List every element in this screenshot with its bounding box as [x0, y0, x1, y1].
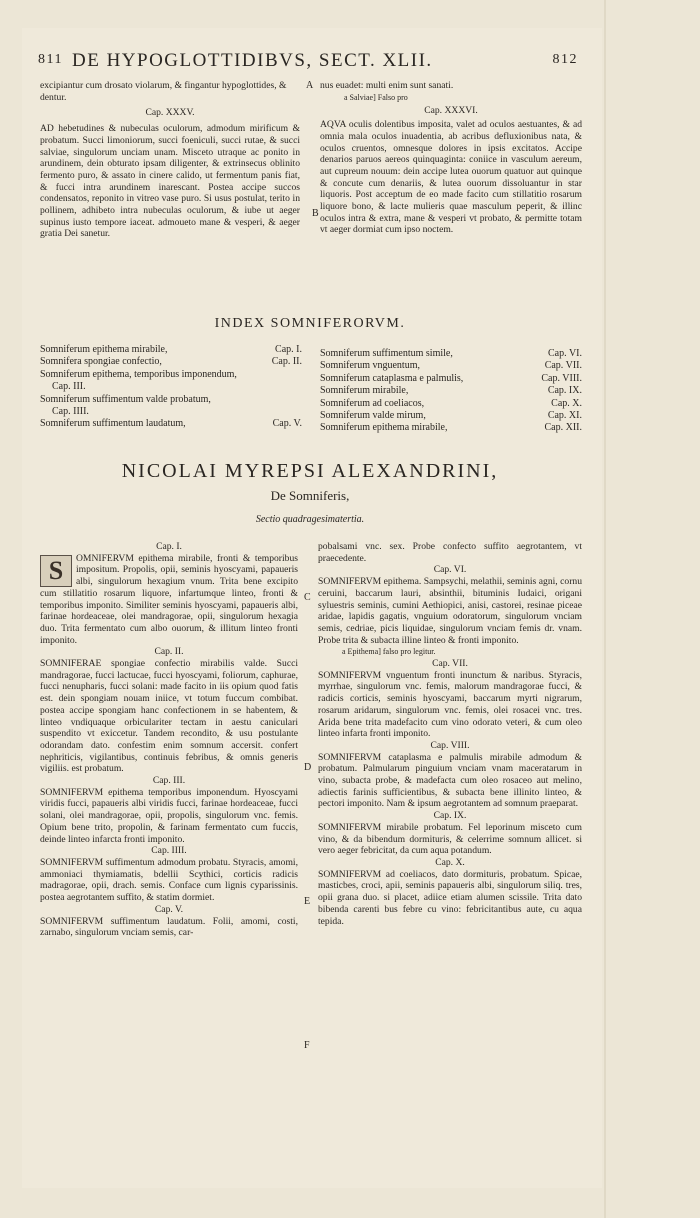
- page-number-right: 812: [552, 52, 578, 67]
- top-left-column: [40, 80, 300, 240]
- top-right-column: [320, 80, 582, 236]
- chapter-heading: Cap. VII.: [432, 658, 468, 670]
- paragraph: SOMNIFERVM mirabile probatum. Fel leporinum misceto cum vino, & da bibendum dormituris, & celerrime somnum allicet. si vero aeger febricitat, da cum aqua potandum.: [318, 821, 582, 857]
- continued-text: nus euadet: multi enim sunt sanati.: [320, 80, 454, 91]
- bottom-right-column: [318, 541, 582, 927]
- paragraph: SOMNIFERVM ad coeliacos, dato dormituris, probatum. Spicae, masticbes, croci, apii, seminis papaueris albi, singulorum siliq. tres, opii grana duo. si placet, adiice etiam alumen scissile. Trita dato bibenda carenti bus febre cu vino: febricitantibus aute, cu aqua tepida.: [318, 868, 582, 927]
- paragraph: SOMNIFERVM epithema. Sampsychi, melathii, seminis agni, cornu ceruini, baccarum lauri, absinthii, bituminis Iudaici, origani syluestris seminis, cumini Aethiopici, anisi, castorei, resinae piceae aridae, lapidis gagatis, vnguium odoratorum, singulorum vnciam semis, cedriae, picis liquidae, singulorum vnciam femis dr. vnam. Probe trita & subacta illine linteo & fronti imponito.: [318, 576, 582, 646]
- running-header: [38, 52, 578, 74]
- index-entry: Somniferum valde mirum, Cap. XI.: [320, 409, 582, 421]
- chapter-heading: Cap. X.: [435, 856, 465, 868]
- index-right-list: [320, 348, 582, 435]
- chapter-heading: Cap. I.: [156, 541, 182, 552]
- index-entry: Somniferum epithema mirabile, Cap. XII.: [320, 422, 582, 434]
- index-title: INDEX SOMNIFERORVM.: [214, 316, 406, 331]
- paragraph: SOMNIFERVM vnguentum fronti inunctum & naribus. Styracis, myrrhae, singulorum vnc. femis, malorum mandragorae fucci, & radicis corticis, seminis hyoscyami, baccarum myrti nigrarum, rosarum aridarum, singulorum vnc. femis, olei rosacei vnc. tres. Arida bene trita madefacito cum vino odorato veteri, & cum oleo linteo infarta fronti imponito.: [318, 669, 582, 740]
- section-title: NICOLAI MYREPSI ALEXANDRINI,: [121, 460, 499, 482]
- continued-text: pobalsami vnc. sex. Probe confecto suffito aegrotantem, vt praecedente.: [318, 541, 582, 564]
- intro-text: excipiantur cum drosato violarum, & fingantur hypoglottides, & dentur.: [40, 80, 287, 103]
- paragraph: SOMNIFERAE spongiae confectio mirabilis valde. Succi mandragorae, fucci lactucae, fucci hyoscyami, foliorum, caphurae, fucci nenupharis, fucci solani: made facito in iis opium quod fatis est. dein spongiam nouam iniice, vt totum fuccum combibat. postea accipe spongiam hanc confectionem in se habentem, & linteo vndiquaque orbiculariter tectam in aestu caniculari suspendito vt exiccetur. Tandem recondito, & usu postulante odorandam dato. confestim enim somnum accersit. confert nephriticis, vigilantibus, continuis febribus, & omnis generis vigiliis. est probatum.: [40, 658, 298, 775]
- paragraph: AQVA oculis dolentibus imposita, valet ad oculos aestuantes, & ad omnia mala oculos inuadentia, ab acribus defluxionibus nata, & oculos cruentos, omnesque dolores in ipsis excitatos. Accipe denarios paruos aereos quinquaginta: coniice in vasculum aereum, aut cupreum nouum: dein accipe lutea ouorum quatuor aut quinque & concute cum denariis, & lutea ouorum dissoluantur in star liquoris. Post acceptum de eo made facito cum stillatitio rosarum liquore bono, & lacte mulieris quae masculum peperit, & illinc oculos intra & extra, mane & vesperi vt probato, & permitte totam vt aeger dormiat cum ipso noctem.: [320, 119, 582, 236]
- chapter-heading: Cap. V.: [154, 903, 184, 915]
- index-left-list: [40, 344, 302, 431]
- index-entry: Somniferum suffimentum valde probatum,: [40, 393, 211, 405]
- footnote: a Salviae] Falso pro: [344, 92, 408, 102]
- page-number-left: 811: [38, 52, 63, 67]
- paragraph: SOMNIFERVM cataplasma e palmulis mirabile admodum & probatum. Palmularum pinguium vnciam vnam maceratarum in vino, subacta probe, & madefacta cum oleo rosaceo aut melino, adiectis farinis sufficientibus, & subacta bene illinito linteo, & pectori imponito. Nam & ipsum aegrotantem ad somnum praeparat.: [318, 751, 582, 810]
- margin-letter-b: B: [312, 208, 319, 219]
- chapter-heading: Cap. III.: [152, 775, 186, 787]
- paragraph: S OMNIFERVM epithema mirabile, fronti & temporibus impositum. Propolis, opii, seminis hyoscyami, papaueris albi, singulorum hexagium vnum. Trita bene excipito cum stillatitio rosarum liquore, infartumque linteo, fronti & temporibus imponito. Similiter seminis hyoscyami, papaueris albi, farinae hordeaceae, olei mandragorae, opii, singulorum hexagia duo. Trita fermentato cum albo ouorum, & illitum linteo fronti imponito.: [40, 552, 298, 646]
- paragraph: SOMNIFERVM epithema temporibus imponendum. Hyoscyami viridis fucci, papaueris albi viridis fucci, farinae hordeaceae, fucci solani, olei mandragorae, opii, propolis, singulorum vnc. femis. Opium bene trito, propolin, & farinam fermentato cum fuccis, deinde linteo infarcta fronti imponito.: [40, 786, 298, 845]
- margin-letter-a: A: [306, 80, 314, 91]
- paragraph: AD hebetudines & nubeculas oculorum, admodum mirificum & probatum. Succi limoniorum, succi foeniculi, succi rutae, & succi salviae, singulorum unciam unam. Misceto utraque ac ponito in arundinem, dein obturato ipsam diligenter, & extrinsecus oblinito fermento puro, & assato in cinere calido, ut fermentum panis fiat, & fucci intra arundinem inarescant. Postea accipe succos condensatos, reponito in vitreo vase puro. Si usus postulat, terito in pollinem, adhibeto intra nubeculas oculorum, & iube ut aeger supinus iusto tempore iaceat. admoueto mane & vesperi, & aeger gratia Dei sanetur.: [40, 123, 300, 240]
- paragraph: SOMNIFERVM suffimentum laudatum. Folii, amomi, costi, zarnabo, singulorum vnciam semis, car-: [40, 915, 298, 939]
- index-entry: Somniferum epithema, temporibus imponendum,: [40, 368, 237, 380]
- page-edge-shadow: [604, 0, 606, 1218]
- paragraph: SOMNIFERVM suffimentum admodum probatu. Styracis, amomi, ammoniaci thymiamatis, bdellii Scythici, corticis radicis madragorae, opii, drach. semis. Conface cum lignis cyparissinis. postea aegrotantem suffito, & statim dormiet.: [40, 856, 298, 904]
- index-entry: Somniferum vnguentum, Cap. VII.: [320, 360, 582, 372]
- running-title: DE HYPOGLOTTIDIBVS, SECT. XLII.: [72, 50, 433, 71]
- section-subtitle: De Somniferis,: [270, 488, 350, 503]
- margin-letter-e: E: [304, 896, 311, 907]
- chapter-heading: Cap. II.: [154, 646, 184, 658]
- index-entry: Somniferum epithema mirabile, Cap. I.: [40, 344, 302, 355]
- footnote: a Epithema] falso pro legitur.: [342, 647, 436, 657]
- margin-letter-c: C: [304, 592, 311, 603]
- sectio-label: Sectio quadragesimatertia.: [255, 514, 365, 525]
- chapter-heading: Cap. VIII.: [430, 739, 470, 751]
- chapter-heading: Cap. IX.: [433, 810, 467, 822]
- chapter-heading: Cap. XXXV.: [145, 107, 195, 119]
- index-entry: Somniferum suffimentum laudatum, Cap. V.: [40, 418, 302, 430]
- index-entry: Cap. IIII.: [52, 405, 89, 417]
- margin-letter-f: F: [304, 1040, 310, 1051]
- index-entry: Somnifera spongiae confectio, Cap. II.: [40, 356, 302, 368]
- index-entry: Somniferum cataplasma e palmulis, Cap. VIII.: [320, 372, 582, 384]
- margin-letter-d: D: [304, 762, 312, 773]
- chapter-heading: Cap. IIII.: [151, 845, 187, 857]
- chapter-heading: Cap. VI.: [433, 564, 467, 576]
- index-entry: Somniferum suffimentum simile, Cap. VI.: [320, 348, 582, 359]
- bottom-left-column: [40, 541, 298, 939]
- index-entry: Somniferum ad coeliacos, Cap. X.: [320, 397, 582, 409]
- chapter-heading: Cap. XXXVI.: [424, 105, 478, 117]
- drop-cap: S: [40, 555, 72, 587]
- index-entry: Cap. III.: [52, 381, 86, 393]
- index-entry: Somniferum mirabile, Cap. IX.: [320, 385, 582, 397]
